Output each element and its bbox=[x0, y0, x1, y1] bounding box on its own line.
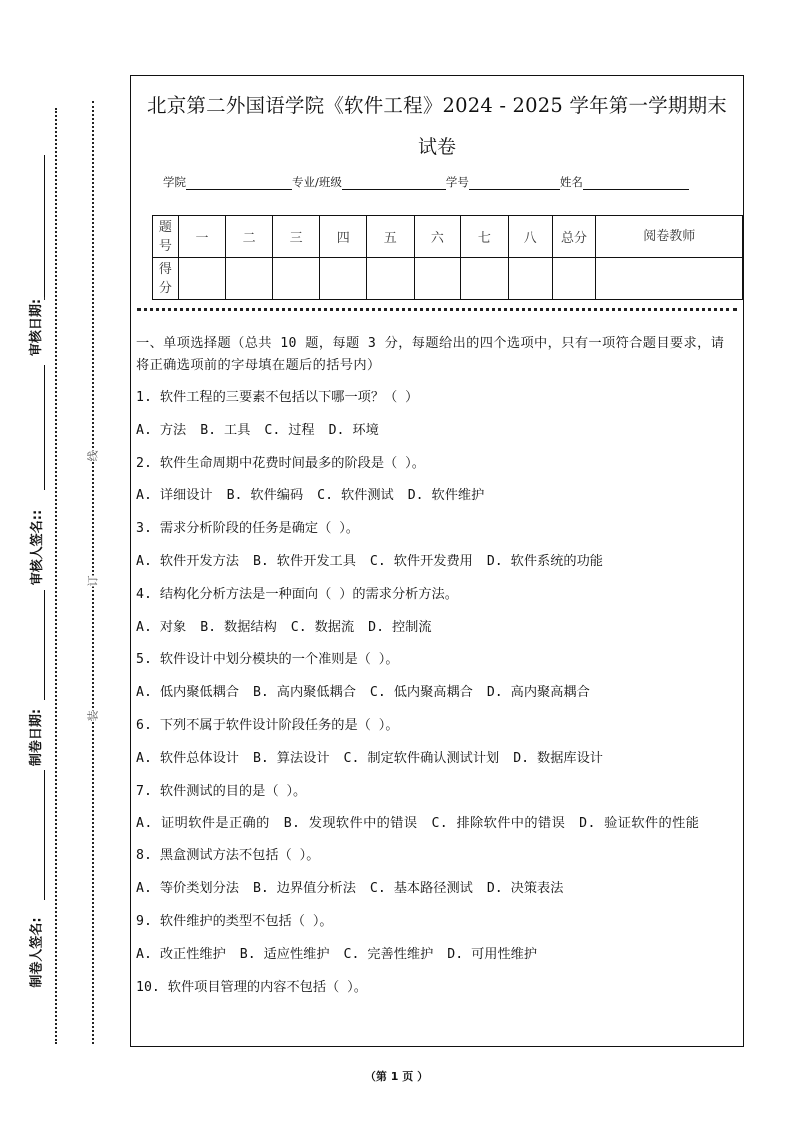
score-cell[interactable] bbox=[414, 258, 461, 300]
row-label-question-number: 题号 bbox=[153, 216, 179, 258]
paper-maker-signature-label: 制卷人签名: bbox=[26, 915, 45, 989]
question-7: 7. 软件测试的目的是（ ）。 bbox=[136, 783, 307, 799]
option-b[interactable]: B. 算法设计 bbox=[252, 750, 330, 766]
col-header: 四 bbox=[320, 216, 367, 258]
student-id-blank[interactable] bbox=[469, 177, 560, 190]
option-b[interactable]: B. 适应性维护 bbox=[239, 946, 330, 962]
score-cell[interactable] bbox=[178, 258, 226, 300]
option-b[interactable]: B. 发现软件中的错误 bbox=[283, 816, 418, 832]
option-a[interactable]: A. 低内聚低耦合 bbox=[136, 685, 239, 701]
option-a[interactable]: A. 证明软件是正确的 bbox=[136, 816, 270, 832]
review-date-label: 审核日期: bbox=[25, 297, 44, 358]
field-label-major-class: 专业/班级 bbox=[292, 175, 342, 189]
option-a[interactable]: A. 软件开发方法 bbox=[136, 553, 239, 569]
question-3-options bbox=[136, 551, 735, 584]
exam-paper bbox=[130, 75, 744, 1047]
score-table bbox=[152, 215, 743, 300]
question-8: 8. 黑盒测试方法不包括（ ）。 bbox=[136, 848, 320, 864]
student-info-row bbox=[163, 174, 689, 190]
option-c[interactable]: C. 完善性维护 bbox=[343, 946, 434, 962]
questions-section bbox=[136, 333, 735, 1009]
signature-line bbox=[44, 770, 45, 900]
option-d[interactable]: D. 验证软件的性能 bbox=[579, 816, 700, 832]
option-c[interactable]: C. 排除软件中的错误 bbox=[431, 816, 566, 832]
option-b[interactable]: B. 高内聚低耦合 bbox=[252, 685, 356, 701]
option-d[interactable]: D. 环境 bbox=[328, 422, 379, 438]
col-header: 七 bbox=[461, 216, 509, 258]
question-2: 2. 软件生命周期中花费时间最多的阶段是（ ）。 bbox=[136, 455, 425, 471]
option-d[interactable]: D. 软件维护 bbox=[407, 488, 485, 504]
option-c[interactable]: C. 制定软件确认测试计划 bbox=[343, 750, 500, 766]
col-header-total: 总分 bbox=[552, 216, 596, 258]
question-7-options bbox=[136, 813, 735, 835]
option-d[interactable]: D. 可用性维护 bbox=[447, 946, 538, 962]
option-a[interactable]: A. 改正性维护 bbox=[136, 946, 226, 962]
col-header: 八 bbox=[508, 216, 552, 258]
question-6: 6. 下列不属于软件设计阶段任务的是（ ）。 bbox=[136, 717, 399, 733]
option-c[interactable]: C. 软件开发费用 bbox=[369, 553, 473, 569]
option-b[interactable]: B. 数据结构 bbox=[200, 619, 277, 635]
col-header: 一 bbox=[178, 216, 226, 258]
signature-line bbox=[44, 155, 45, 300]
score-cell[interactable] bbox=[272, 258, 320, 300]
option-a[interactable]: A. 对象 bbox=[136, 619, 187, 635]
row-label-score: 得分 bbox=[153, 258, 179, 300]
col-header-grader: 阅卷教师 bbox=[596, 216, 743, 258]
field-label-student-id: 学号 bbox=[445, 175, 469, 189]
question-1-options bbox=[136, 420, 735, 453]
tear-line-outer bbox=[92, 101, 94, 1044]
tear-line-inner bbox=[55, 108, 57, 1044]
mark-staple: 装 bbox=[86, 710, 100, 722]
score-cell[interactable] bbox=[320, 258, 367, 300]
exam-subtitle: 试卷 bbox=[417, 136, 456, 158]
paper-date-label: 制卷日期: bbox=[25, 707, 44, 768]
question-number-row bbox=[153, 216, 743, 258]
name-blank[interactable] bbox=[583, 177, 689, 190]
option-d[interactable]: D. 决策表法 bbox=[486, 881, 564, 897]
field-label-name: 姓名 bbox=[559, 175, 583, 189]
question-8-options bbox=[136, 878, 735, 911]
option-a[interactable]: A. 等价类划分法 bbox=[136, 881, 239, 897]
score-cell[interactable] bbox=[226, 258, 273, 300]
option-c[interactable]: C. 基本路径测试 bbox=[369, 881, 473, 897]
field-label-college: 学院 bbox=[163, 175, 186, 189]
option-d[interactable]: D. 高内聚高耦合 bbox=[486, 685, 590, 701]
reviewer-signature-label: 审核人签名:: bbox=[26, 508, 45, 587]
signature-line bbox=[44, 365, 45, 490]
option-a[interactable]: A. 方法 bbox=[136, 422, 187, 438]
mark-bind: 订 bbox=[86, 575, 100, 587]
score-cell-total[interactable] bbox=[552, 258, 596, 300]
signature-line bbox=[44, 590, 45, 700]
major-class-blank[interactable] bbox=[342, 177, 446, 190]
question-6-options bbox=[136, 748, 735, 781]
question-2-options bbox=[136, 485, 735, 518]
question-4-options bbox=[136, 617, 735, 650]
col-header: 六 bbox=[414, 216, 461, 258]
dotted-separator bbox=[137, 308, 737, 311]
section-heading: 一、单项选择题（总共 10 题，每题 3 分，每题给出的四个选项中，只有一项符合题目要求，请将正确选项前的字母填在题后的括号内） bbox=[136, 336, 725, 373]
college-blank[interactable] bbox=[186, 177, 292, 190]
question-1: 1. 软件工程的三要素不包括以下哪一项？（ ） bbox=[136, 390, 419, 405]
option-c[interactable]: C. 数据流 bbox=[290, 619, 355, 635]
option-b[interactable]: B. 软件开发工具 bbox=[252, 553, 356, 569]
page-number: （第 1 页 ） bbox=[364, 1070, 429, 1083]
question-5: 5. 软件设计中划分模块的一个准则是（ ）。 bbox=[136, 652, 399, 668]
option-a[interactable]: A. 软件总体设计 bbox=[136, 750, 239, 766]
question-10: 10. 软件项目管理的内容不包括（ ）。 bbox=[136, 979, 367, 995]
score-cell[interactable] bbox=[508, 258, 552, 300]
option-c[interactable]: C. 过程 bbox=[264, 422, 315, 438]
option-d[interactable]: D. 控制流 bbox=[368, 619, 432, 635]
option-a[interactable]: A. 详细设计 bbox=[136, 488, 213, 504]
option-c[interactable]: C. 低内聚高耦合 bbox=[369, 685, 473, 701]
question-3: 3. 需求分析阶段的任务是确定（ ）。 bbox=[136, 521, 359, 537]
mark-line: 线 bbox=[86, 450, 100, 462]
exam-title: 北京第二外国语学院《软件工程》2024 - 2025 学年第一学期期末 bbox=[147, 94, 727, 117]
question-9: 9. 软件维护的类型不包括（ ）。 bbox=[136, 913, 333, 929]
option-d[interactable]: D. 软件系统的功能 bbox=[486, 553, 603, 569]
option-b[interactable]: B. 软件编码 bbox=[226, 488, 304, 504]
col-header: 二 bbox=[226, 216, 273, 258]
score-cell[interactable] bbox=[367, 258, 415, 300]
option-b[interactable]: B. 边界值分析法 bbox=[252, 881, 356, 897]
score-cell[interactable] bbox=[461, 258, 509, 300]
score-cell-grader[interactable] bbox=[596, 258, 743, 300]
question-5-options bbox=[136, 682, 735, 715]
question-9-options bbox=[136, 944, 735, 977]
option-d[interactable]: D. 数据库设计 bbox=[513, 750, 603, 766]
col-header: 三 bbox=[272, 216, 320, 258]
col-header: 五 bbox=[367, 216, 415, 258]
option-b[interactable]: B. 工具 bbox=[200, 422, 251, 438]
score-row bbox=[153, 258, 743, 300]
question-4: 4. 结构化分析方法是一种面向（ ）的需求分析方法。 bbox=[136, 586, 458, 602]
option-c[interactable]: C. 软件测试 bbox=[317, 488, 394, 504]
